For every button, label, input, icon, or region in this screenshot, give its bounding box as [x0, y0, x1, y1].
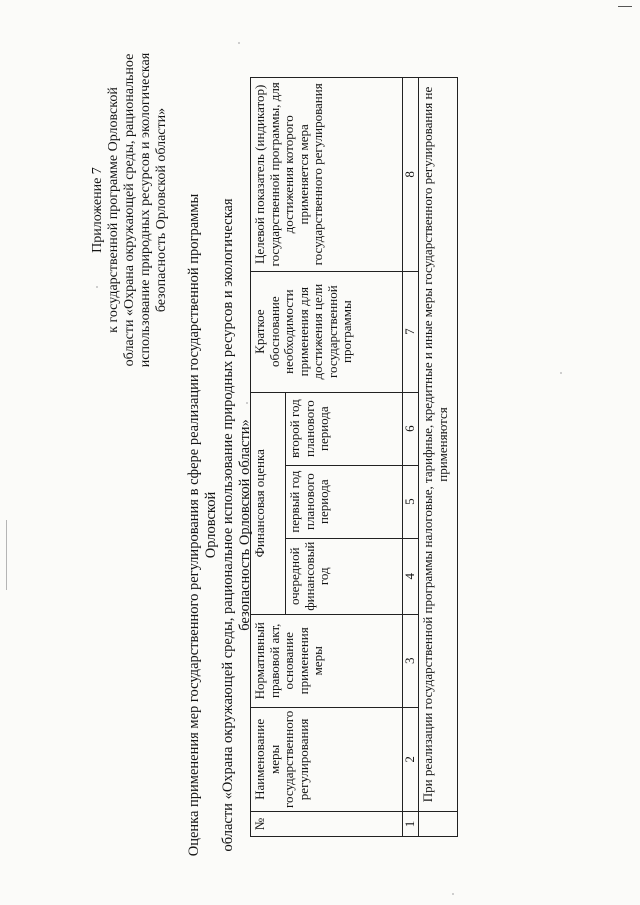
header-num: №	[251, 812, 403, 837]
header-legal-act: Нормативный правовой акт, основание применения меры	[251, 614, 403, 707]
table-note: При реализации государственной программы налоговые, тарифные, кредитные и иные меры государственного регулирования не применяются	[419, 78, 458, 812]
header-first-year: первый год планового периода	[286, 465, 403, 538]
table-header-row	[251, 78, 286, 837]
column-number: 1	[403, 812, 419, 837]
column-number: 5	[403, 465, 419, 538]
column-number: 3	[403, 614, 419, 707]
table-note-row	[419, 78, 458, 837]
column-number: 7	[403, 271, 419, 392]
header-current-year: очередной финансовый год	[286, 538, 403, 614]
title-line: Оценка применения мер государственного регулирования в сфере реализации государственной программы Орловской	[186, 193, 219, 857]
appendix-block	[90, 45, 170, 375]
column-number: 2	[403, 707, 419, 811]
appendix-line: Приложение 7	[90, 167, 105, 253]
title-line: области «Охрана окружающей среды, рациональное использование природных ресурсов и экологическая	[220, 198, 236, 852]
appendix-line: к государственной программе Орловской	[106, 87, 121, 333]
header-second-year: второй год планового периода	[286, 392, 403, 465]
appendix-line: безопасность Орловской области»	[154, 107, 169, 313]
title-line: безопасность Орловской области»	[237, 419, 253, 631]
appendix-line: использование природных ресурсов и экологическая	[138, 52, 153, 368]
column-number: 6	[403, 392, 419, 465]
empty-cell	[419, 812, 458, 837]
header-target-indicator: Целевой показатель (индикатор) государственной программы, для достижения которого применяется мера государственного регулирования	[251, 78, 403, 272]
header-financial-assessment: Финансовая оценка	[251, 392, 286, 614]
column-number: 8	[403, 78, 419, 272]
document-title	[186, 185, 254, 865]
header-measure-name: Наименование меры государственного регулирования	[251, 707, 403, 811]
appendix-line: области «Охрана окружающей среды, рациональное	[122, 53, 137, 367]
regulation-table	[250, 77, 458, 837]
column-number-row	[403, 78, 419, 837]
header-justification: Краткое обоснование необходимости применения для достижения цели государственной программы	[251, 271, 403, 392]
column-number: 4	[403, 538, 419, 614]
